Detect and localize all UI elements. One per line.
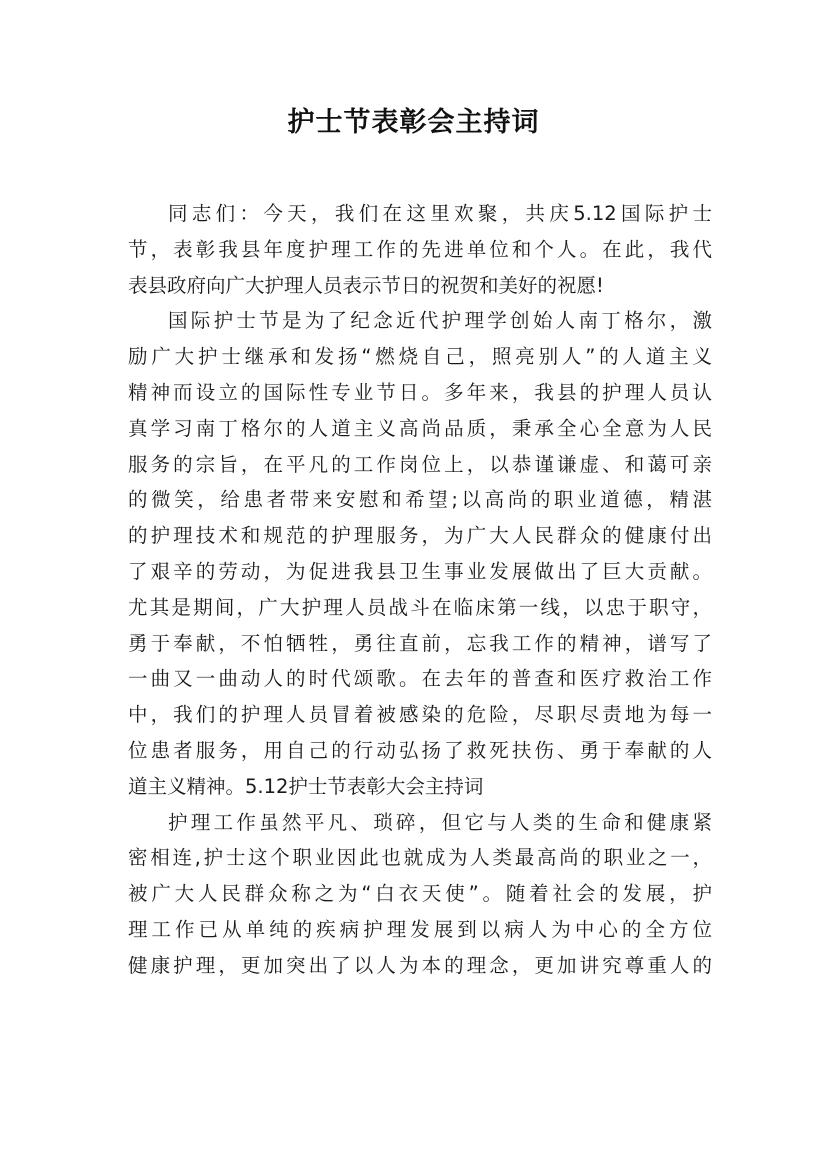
- body-line: 同志们：今天，我们在这里欢聚，共庆5.12国际护士: [168, 202, 712, 225]
- body-line: 一曲又一曲动人的时代颂歌。在去年的普查和医疗救治工作: [128, 667, 712, 691]
- body-line: 表县政府向广大护理人员表示节日的祝贺和美好的祝愿!: [128, 273, 604, 297]
- body-line: 真学习南丁格尔的人道主义高尚品质，秉承全心全意为人民: [128, 416, 712, 440]
- body-line: 了艰辛的劳动，为促进我县卫生事业发展做出了巨大贡献。: [128, 559, 712, 583]
- body-line: 精神而设立的国际性专业节日。多年来，我县的护理人员认: [128, 380, 712, 404]
- body-line: 理工作已从单纯的疾病护理发展到以病人为中心的全方位: [128, 917, 712, 941]
- body-line: 位患者服务，用自己的行动弘扬了救死扶伤、勇于奉献的人: [128, 738, 712, 762]
- body-line: 中，我们的护理人员冒着被感染的危险，尽职尽责地为每一: [128, 703, 712, 727]
- body-line: 健康护理，更加突出了以人为本的理念，更加讲究尊重人的: [128, 953, 712, 977]
- body-line: 尤其是期间，广大护理人员战斗在临床第一线，以忠于职守，: [128, 595, 712, 619]
- body-line: 国际护士节是为了纪念近代护理学创始人南丁格尔，激: [168, 309, 712, 333]
- document-title: 护士节表彰会主持词: [287, 107, 540, 138]
- body-line: 节，表彰我县年度护理工作的先进单位和个人。在此，我代: [128, 237, 712, 261]
- body-line: 密相连,护士这个职业因此也就成为人类最高尚的职业之一，: [128, 846, 712, 870]
- body-line: 励广大护士继承和发扬“燃烧自己，照亮别人”的人道主义: [128, 345, 712, 369]
- body-line: 的微笑，给患者带来安慰和希望;以高尚的职业道德，精湛: [128, 488, 712, 512]
- body-line: 的护理技术和规范的护理服务，为广大人民群众的健康付出: [128, 524, 712, 548]
- body-line: 道主义精神。5.12护士节表彰大会主持词: [128, 774, 484, 798]
- document-body: [128, 196, 712, 984]
- body-line: 服务的宗旨，在平凡的工作岗位上，以恭谨谦虚、和蔼可亲: [128, 452, 712, 476]
- body-line: 护理工作虽然平凡、琐碎，但它与人类的生命和健康紧: [168, 810, 712, 834]
- body-line: 被广大人民群众称之为“白衣天使”。随着社会的发展，护: [128, 882, 712, 906]
- body-line: 勇于奉献，不怕牺牲，勇往直前，忘我工作的精神，谱写了: [128, 631, 712, 655]
